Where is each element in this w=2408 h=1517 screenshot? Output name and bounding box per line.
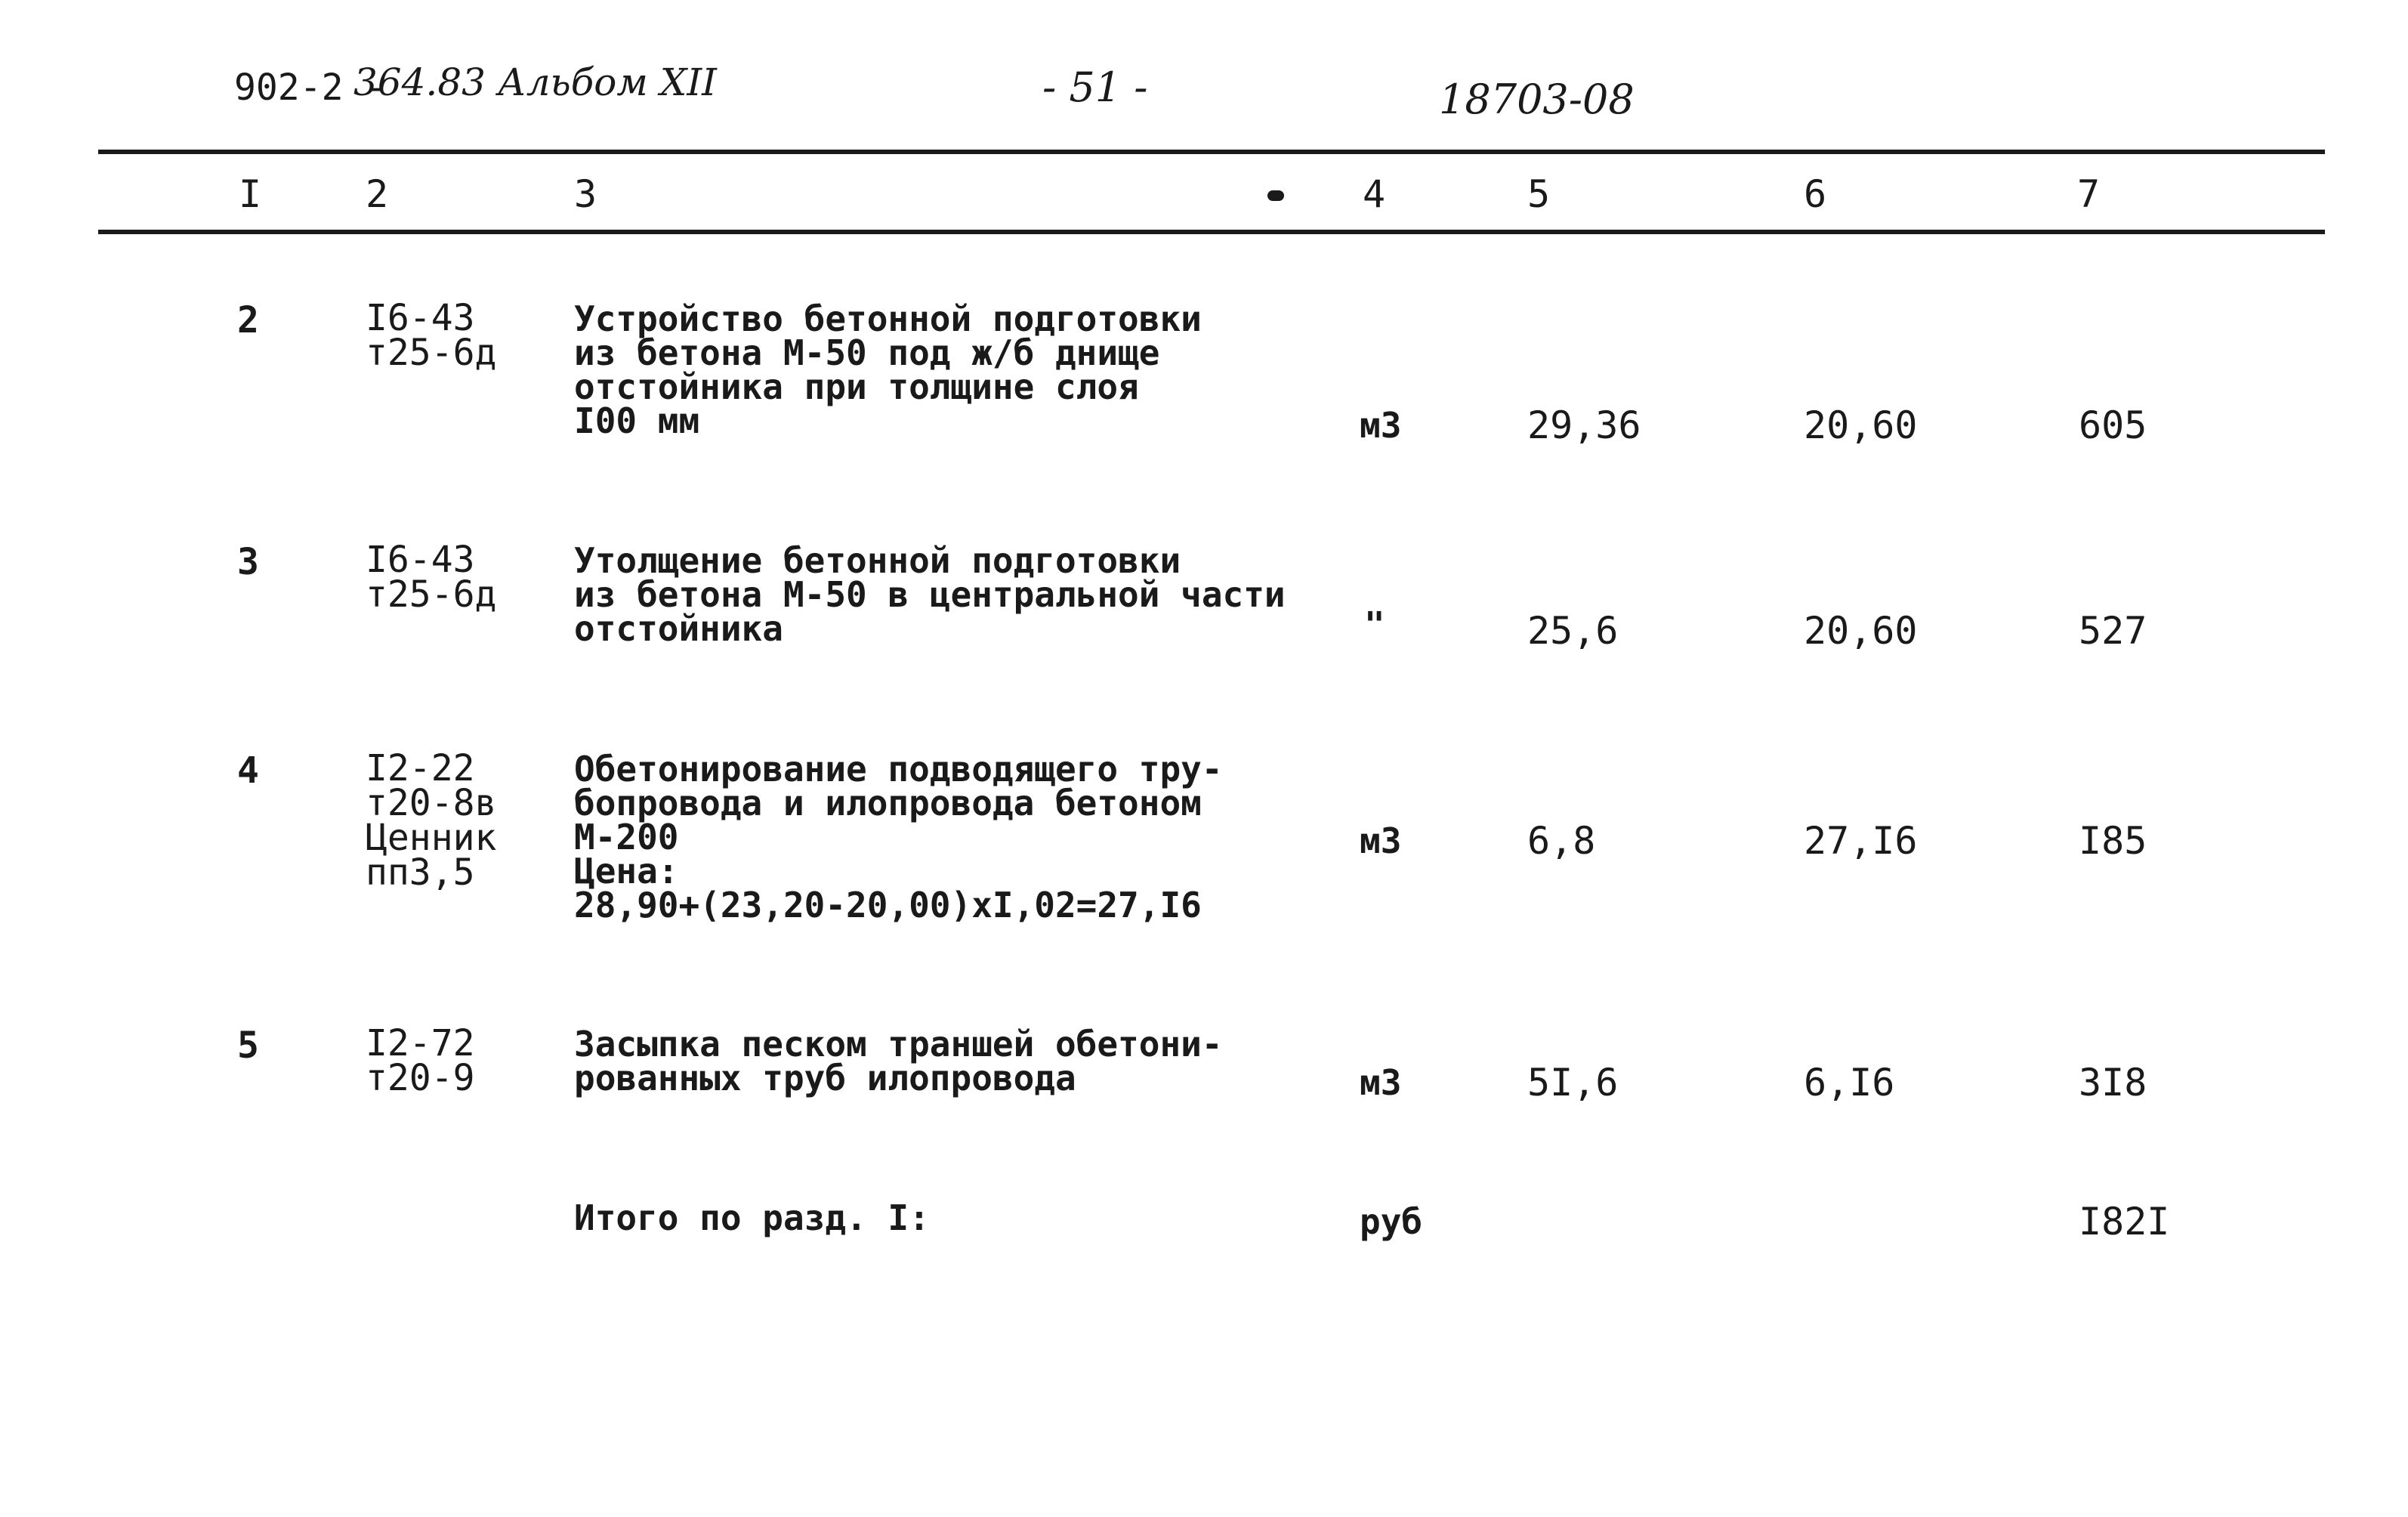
quantity-cell: 29,36	[1527, 403, 1641, 447]
quantity-cell: 5I,6	[1527, 1061, 1619, 1105]
column-header-5: 5	[1527, 172, 1551, 216]
bullet-mark	[1267, 190, 1284, 201]
column-header-3: 3	[574, 172, 597, 216]
quantity-cell: 6,8	[1527, 819, 1596, 863]
row-number: 2	[237, 299, 259, 341]
norm-code: I2-22 т20-8в Ценник пп3,5	[366, 747, 497, 894]
norm-code: I6-43 т25-6д	[366, 297, 497, 374]
total-cell: 527	[2079, 609, 2147, 653]
total-cell: 3I8	[2079, 1061, 2147, 1105]
column-header-2: 2	[366, 172, 389, 216]
column-header-1: I	[239, 172, 262, 216]
document-number: 18703-08	[1439, 76, 1635, 123]
norm-code: I6-43 т25-6д	[366, 539, 497, 616]
row-number: 3	[237, 541, 259, 583]
quantity-cell: 25,6	[1527, 609, 1619, 653]
row-number: 5	[237, 1024, 259, 1067]
price-cell: 20,60	[1804, 609, 1918, 653]
price-cell: 6,I6	[1804, 1061, 1895, 1105]
column-header-6: 6	[1804, 172, 1827, 216]
section-total-label: Итого по разд. I:	[574, 1197, 930, 1238]
work-description: Засыпка песком траншей обетони- рованных труб илопровода	[574, 1024, 1223, 1098]
total-cell: I85	[2079, 819, 2147, 863]
row-number: 4	[237, 749, 259, 792]
album-label: 364.83 Альбом XII	[353, 60, 717, 104]
page-number: - 51 -	[1042, 63, 1148, 111]
column-header-7: 7	[2077, 172, 2101, 216]
price-cell: 27,I6	[1804, 819, 1918, 863]
column-header-4: 4	[1363, 172, 1386, 216]
unit-cell: "	[1364, 604, 1385, 645]
work-description: Утолщение бетонной подготовки из бетона М-50 в центральной части отстойника	[574, 540, 1286, 649]
unit-cell: м3	[1360, 405, 1402, 446]
section-total-value: I82I	[2079, 1200, 2170, 1244]
norm-code: I2-72 т20-9	[366, 1022, 475, 1099]
work-description: Устройство бетонной подготовки из бетона М-50 под ж/б днище отстойника при толщине слоя I00 мм	[574, 298, 1202, 441]
work-description: Обетонирование подводящего тру- бопровода и илопровода бетоном М-200 Цена: 28,90+(23,20-20,00)хI,02=27,I6	[574, 749, 1223, 925]
total-cell: 605	[2079, 403, 2147, 447]
unit-cell: м3	[1360, 1062, 1402, 1103]
header-bottom-rule	[98, 230, 2325, 234]
price-cell: 20,60	[1804, 403, 1918, 447]
document-code: 902-2 -	[234, 66, 387, 109]
section-total-unit: руб	[1360, 1201, 1423, 1242]
unit-cell: м3	[1360, 820, 1402, 861]
header-top-rule	[98, 150, 2325, 154]
